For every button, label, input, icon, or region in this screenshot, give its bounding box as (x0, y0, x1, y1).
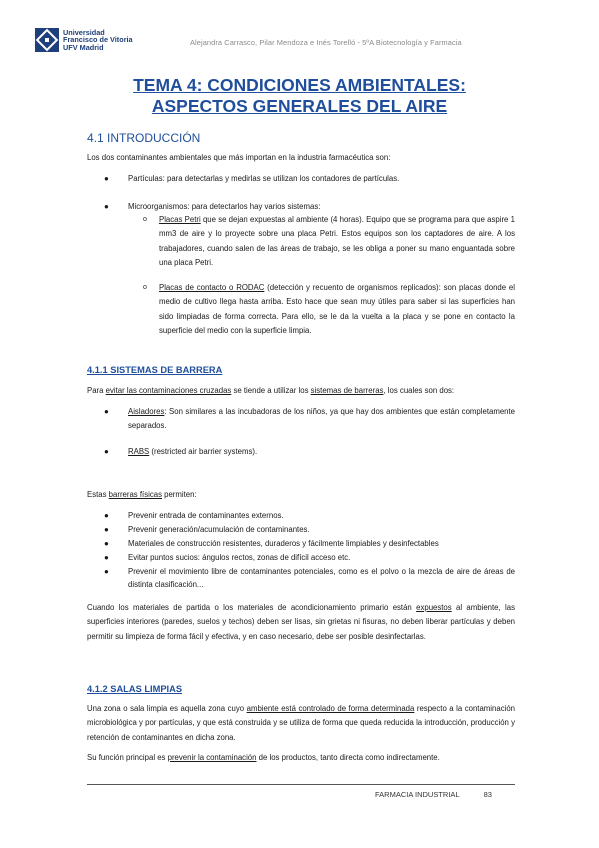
list-item (106, 565, 515, 592)
list-item-rabs (106, 445, 515, 459)
bullet-icon: ● (104, 407, 109, 416)
list-item-particulas (106, 172, 515, 186)
ufv-emblem-icon (35, 28, 59, 52)
bullet-icon: ● (104, 174, 109, 183)
university-logo (35, 28, 133, 52)
text-run: respecto a la contaminación microbiológica y por partículas, y que está construida y se utiliza de forma que queda reducida la introducción, producción y retención de contaminantes en dicha zona. (87, 704, 516, 742)
logo-line-2: Francisco de Vitoria (63, 35, 133, 45)
page-footer (375, 790, 492, 799)
petri-text: que se dejan expuestas al ambiente (4 horas). Equipo que se programa para que aspire 1 mm3 de aire y lo proyecte sobre una placa Petri. Estos equipos son los captadores de aire. A los trabajadores, cuando salen de las áreas de trabajo, se les obliga a poner su mano enguantada sobre una placa Petri. (159, 215, 515, 267)
rabs-text: (restricted air barrier systems). (149, 447, 258, 456)
text-run: de los productos, tanto directa como indirectamente. (256, 753, 440, 762)
list-item (106, 523, 515, 536)
text-run: al ambiente, las superficies interiores (paredes, suelos y techos) deben ser lisas, sin grietas ni fisuras, no deben liberar partículas y deben permitir su limpieza de forma fácil y efectiva, y en caso necesario, debe ser posible desinfectarlas. (87, 603, 515, 641)
text-run: Estas (87, 490, 109, 499)
text-run: Su función principal es (87, 753, 168, 762)
list-item-text: Materiales de construcción resistentes, duraderos y fácilmente limpiables y desinfectables (128, 539, 439, 548)
intro-lead: Los dos contaminantes ambientales que más importan en la industria farmacéutica son: (87, 153, 391, 162)
barrier-lead (87, 386, 454, 395)
list-item (106, 551, 515, 564)
sublist-item-placas-petri (143, 213, 515, 270)
list-item-text: Prevenir entrada de contaminantes externos. (128, 511, 284, 520)
aisladores-label: Aisladores (128, 407, 165, 416)
bullet-icon: ● (104, 567, 109, 576)
page-title (0, 75, 599, 117)
text-run: permiten: (161, 490, 197, 499)
list-item-text: Prevenir el movimiento libre de contaminantes potenciales, como es el polvo o la mezcla de aire de áreas de distinta clasificación... (128, 567, 515, 590)
bullet-icon: ● (104, 511, 109, 520)
list-item-aisladores (106, 405, 515, 434)
title-line-1: TEMA 4: CONDICIONES AMBIENTALES: (133, 75, 466, 95)
text-run: Una zona o sala limpia es aquella zona cuyo (87, 704, 247, 713)
underlined-text: sistemas de barreras (310, 386, 384, 395)
list-item-text: Partículas: para detectarlas y medirlas se utilizan los contadores de partículas. (128, 174, 400, 183)
underlined-text: expuestos (416, 603, 452, 612)
text-run: se tiende a utilizar los (231, 386, 311, 395)
underlined-text: barreras físicas (108, 490, 162, 499)
page-number: 83 (483, 790, 492, 799)
text-run: , los cuales son dos: (383, 386, 455, 395)
rodac-label: Placas de contacto o RODAC (159, 283, 265, 292)
rodac-text: (detección y recuento de organismos replicados): son placas donde el medio de cultivo llega hasta arriba. Esto hace que sean muy útiles para saber si las superficies han sido limpiadas de forma correcta. Para ello, se le da la vuelta a la placa y se pone en contacto la superficie del medio con la superficie limpia. (159, 283, 515, 335)
list-item-text: Evitar puntos sucios: ángulos rectos, zonas de difícil acceso etc. (128, 553, 351, 562)
footer-divider (87, 784, 515, 785)
rabs-label: RABS (128, 447, 150, 456)
text-run: Cuando los materiales de partida o los materiales de acondicionamiento primario están (87, 603, 417, 612)
bullet-icon: ● (104, 539, 109, 548)
sublist-item-rodac (143, 281, 515, 338)
clean-paragraph-1 (87, 702, 515, 745)
list-item (106, 537, 515, 550)
bullet-icon: ● (104, 525, 109, 534)
footer-label: FARMACIA INDUSTRIAL (375, 790, 460, 799)
logo-line-3: UFV Madrid (63, 42, 104, 52)
list-item-text: Prevenir generación/acumulación de contaminantes. (128, 525, 310, 534)
circle-bullet-icon: o (143, 216, 147, 223)
circle-bullet-icon: o (143, 284, 147, 291)
logo-line-1: Universidad (63, 27, 105, 37)
aisladores-text: : Son similares a las incubadoras de los niños, ya que hay dos ambientes que están completamente separados. (128, 407, 515, 431)
sublist-item-text (159, 281, 515, 338)
list-item (106, 509, 515, 522)
clean-paragraph-2 (87, 753, 440, 762)
title-line-2: ASPECTOS GENERALES DEL AIRE (151, 96, 448, 116)
section-heading-introduccion: 4.1 INTRODUCCIÓN (87, 131, 201, 145)
petri-label: Placas Petri (159, 215, 201, 224)
sublist-item-text (159, 213, 515, 270)
list-item-text (128, 445, 515, 459)
header-authors: Alejandra Carrasco, Pilar Mendoza e Inés Torelló - 5ºA Biotecnología y Farmacia (190, 38, 462, 47)
logo-text (63, 29, 133, 51)
list-item-text (128, 405, 515, 434)
bullet-icon: ● (104, 447, 109, 456)
text-run: Para (87, 386, 106, 395)
materials-paragraph (87, 601, 515, 644)
barrier-allow (87, 490, 197, 499)
underlined-text: prevenir la contaminación (167, 753, 257, 762)
underlined-text: ambiente está controlado de forma determinada (246, 704, 415, 713)
list-item-text: Microorganismos: para detectarlos hay varios sistemas: (128, 202, 321, 211)
bullet-icon: ● (104, 202, 109, 211)
bullet-icon: ● (104, 553, 109, 562)
section-heading-sistemas-barrera: 4.1.1 SISTEMAS DE BARRERA (87, 365, 223, 375)
section-heading-salas-limpias: 4.1.2 SALAS LIMPIAS (87, 684, 183, 694)
underlined-text: evitar las contaminaciones cruzadas (105, 386, 232, 395)
